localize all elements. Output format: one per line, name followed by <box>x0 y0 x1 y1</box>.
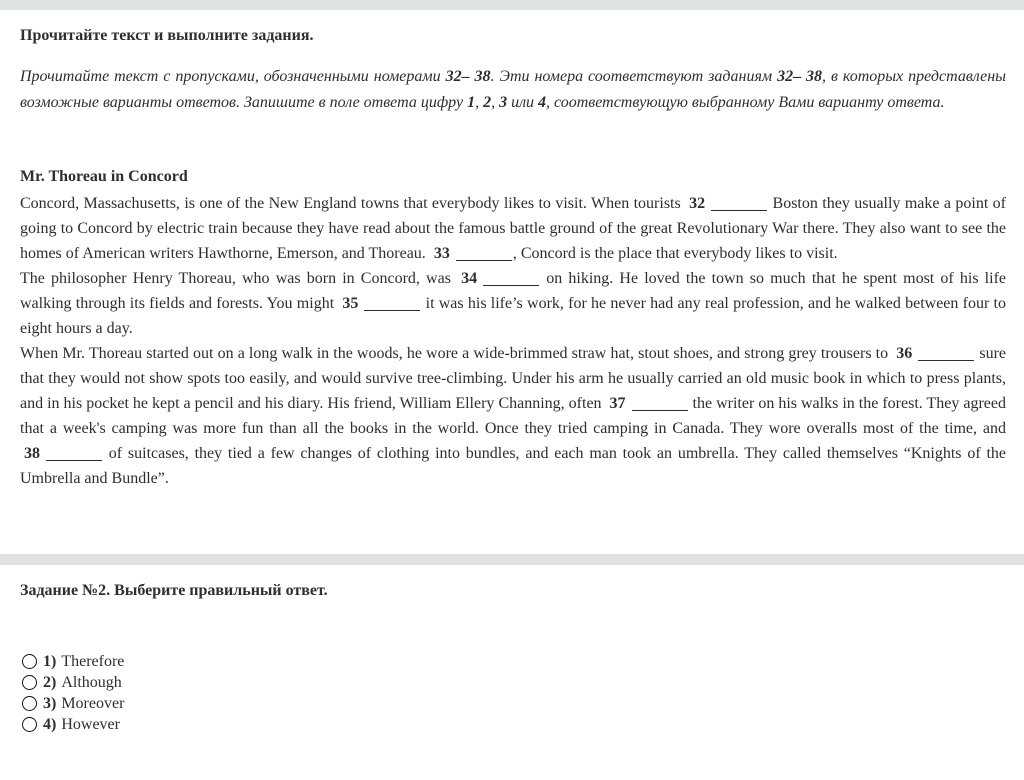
passage-text <box>20 191 1006 491</box>
instructions-heading: Прочитайте текст и выполните задания. <box>20 27 314 44</box>
radio-icon[interactable] <box>22 717 37 732</box>
option-number: 2) <box>43 673 57 691</box>
passage-paragraph: When Mr. Thoreau started out on a long walk in the woods, he wore a wide-brimmed straw hat, stout shoes, and strong grey trousers to 36 sure that they would not show spots too easily, and would survive tree-climbing. Under his arm he usually carried an old music book in which to press plants, and in his pocket he kept a pencil and his diary. His friend, William Ellery Channing, often 37 the writer on his walks in the forest. They agreed that a week's camping was more fun than all the books in the world. Once they tried camping in Canada. They wore overalls most of the time, and 38 of suitcases, they tied a few changes of clothing into bundles, and each man took an umbrella. They called themselves “Knights of the Umbrella and Bundle”. <box>20 345 1007 487</box>
section-divider-bar <box>0 554 1024 565</box>
option-number: 4) <box>43 715 57 733</box>
gap-32: 32 <box>685 195 768 212</box>
option-label: Although <box>61 673 122 691</box>
gap-37: 37 <box>606 395 689 412</box>
blank-line <box>364 306 420 311</box>
radio-icon[interactable] <box>22 654 37 669</box>
option-label: Moreover <box>61 694 125 712</box>
option-4[interactable] <box>22 714 124 735</box>
gap-35: 35 <box>338 295 421 312</box>
instructions-text: Прочитайте текст с пропусками, обозначенными номерами 32– 38. Эти номера соответствуют заданиям 32– 38, в которых представлены возможные варианты ответов. Запишите в поле ответа цифру 1, 2, 3 или 4, соответствующую выбранному Вами варианту ответа. <box>20 68 1007 111</box>
blank-line <box>918 356 974 361</box>
gap-36: 36 <box>892 345 975 362</box>
blank-line <box>632 406 688 411</box>
blank-line <box>46 456 102 461</box>
option-label: However <box>61 715 120 733</box>
option-number: 1) <box>43 652 57 670</box>
task-heading: Задание №2. Выберите правильный ответ. <box>20 582 328 599</box>
answer-options <box>22 651 124 735</box>
radio-icon[interactable] <box>22 696 37 711</box>
gap-38: 38 <box>20 445 103 462</box>
option-label: Therefore <box>61 652 125 670</box>
option-1[interactable] <box>22 651 124 672</box>
passage-title: Mr. Thoreau in Concord <box>20 168 188 185</box>
blank-line <box>483 281 539 286</box>
option-3[interactable] <box>22 693 124 714</box>
gap-33: 33 <box>430 245 513 262</box>
radio-icon[interactable] <box>22 675 37 690</box>
passage-paragraph: The philosopher Henry Thoreau, who was born in Concord, was 34 on hiking. He loved the town so much that he spent most of his life walking through its fields and forests. You might 35 it was his life’s work, for he never had any real profession, and he walked between four to eight hours a day. <box>20 270 1007 337</box>
blank-line <box>711 206 767 211</box>
option-2[interactable] <box>22 672 124 693</box>
gap-34: 34 <box>457 270 540 287</box>
option-number: 3) <box>43 694 57 712</box>
top-divider-bar <box>0 0 1024 10</box>
blank-line <box>456 256 512 261</box>
passage-paragraph: Concord, Massachusetts, is one of the New England towns that everybody likes to visit. When tourists 32 Boston they usually make a point of going to Concord by electric train because they have read about the famous battle ground of the great Revolutionary War there. They also want to see the homes of American writers Hawthorne, Emerson, and Thoreau. 33 , Concord is the place that everybody likes to visit. <box>20 195 1007 262</box>
